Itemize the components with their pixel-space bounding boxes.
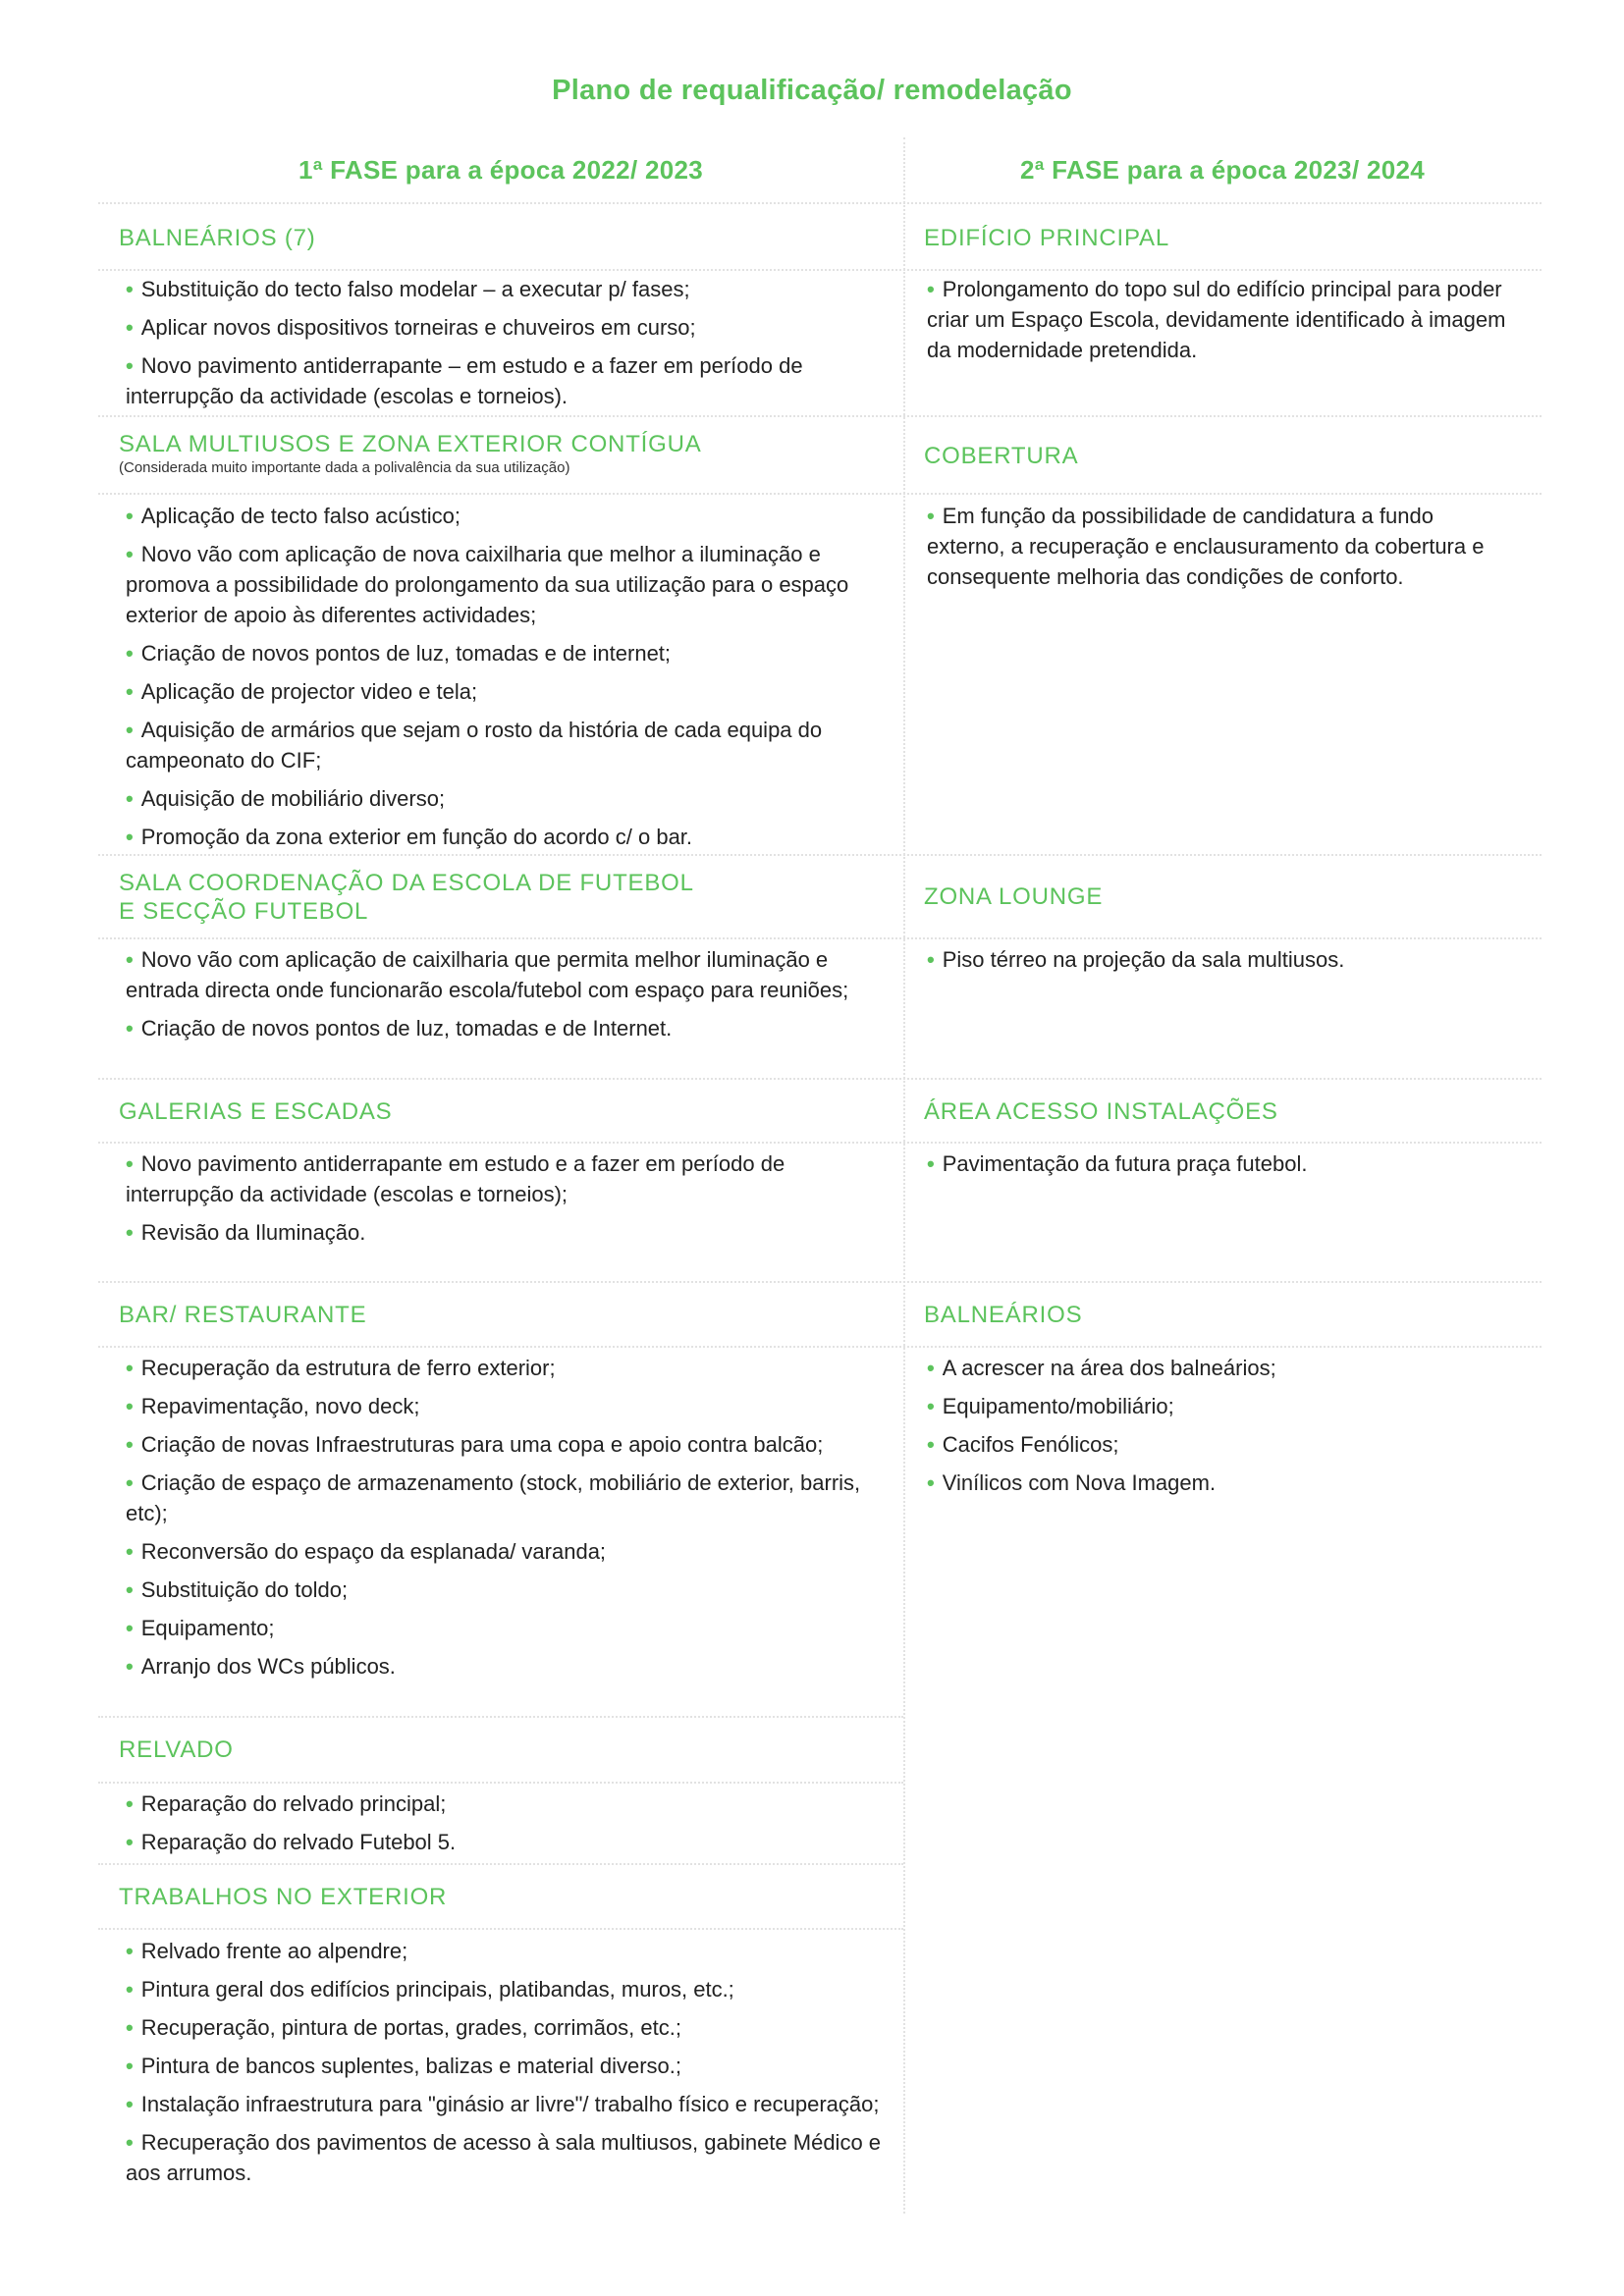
section-list-trabalhos-exterior [126, 1936, 892, 2196]
bullet-icon: • [126, 718, 134, 742]
bullet-icon: • [126, 315, 134, 340]
list-item: • Revisão da Iluminação. [126, 1220, 366, 1245]
divider [98, 1078, 1542, 1080]
list-item: • Novo pavimento antiderrapante em estudo e a fazer em período de interrupção da actividade (escolas e torneios); [126, 1151, 785, 1206]
section-list-relvado [126, 1789, 872, 1865]
section-title-trabalhos-exterior: TRABALHOS NO EXTERIOR [119, 1884, 448, 1910]
list-item: • Equipamento; [126, 1616, 275, 1640]
section-title-cobertura: COBERTURA [924, 443, 1079, 469]
list-item: • Criação de novas Infraestruturas para uma copa e apoio contra balcão; [126, 1432, 824, 1457]
list-item: • Aquisição de armários que sejam o rosto da história de cada equipa do campeonato do CIF; [126, 718, 823, 773]
section-title-edificio-principal: EDIFÍCIO PRINCIPAL [924, 225, 1169, 251]
list-item: • Recuperação dos pavimentos de acesso à sala multiusos, gabinete Médico e aos arrumos. [126, 2130, 882, 2185]
list-item: • Aplicar novos dispositivos torneiras e chuveiros em curso; [126, 315, 696, 340]
section-list-area-acesso [927, 1148, 1516, 1187]
list-item: • Cacifos Fenólicos; [927, 1432, 1119, 1457]
bullet-icon: • [927, 504, 935, 528]
divider [98, 1782, 903, 1784]
list-item: • Relvado frente ao alpendre; [126, 1939, 408, 1963]
list-item: • Criação de novos pontos de luz, tomadas e de Internet. [126, 1016, 673, 1041]
list-item: • Criação de novos pontos de luz, tomadas e de internet; [126, 641, 672, 666]
bullet-icon: • [126, 1151, 134, 1176]
bullet-icon: • [126, 504, 134, 528]
divider [98, 1346, 1542, 1348]
section-list-balnearios-7 [126, 274, 892, 419]
bullet-icon: • [126, 1577, 134, 1602]
section-title-sala-multiusos: SALA MULTIUSOS E ZONA EXTERIOR CONTÍGUA (Considerada muito importante dada a polivalência da sua utilização) [119, 430, 885, 478]
section-title-balnearios-7: BALNEÁRIOS (7) [119, 225, 316, 251]
list-item: • Prolongamento do topo sul do edifício principal para poder criar um Espaço Escola, devidamente identificado à imagem da modernidade pretendida. [927, 277, 1506, 362]
section-list-edificio-principal [927, 274, 1516, 373]
bullet-icon: • [126, 353, 134, 378]
divider [98, 1281, 1542, 1283]
divider [98, 493, 1542, 495]
bullet-icon: • [927, 1356, 935, 1380]
bullet-icon: • [927, 1151, 935, 1176]
list-item: • Pintura geral dos edifícios principais, platibandas, muros, etc.; [126, 1977, 734, 2002]
bullet-icon: • [126, 1539, 134, 1564]
section-list-sala-coordenacao [126, 944, 892, 1051]
bullet-icon: • [126, 2130, 134, 2155]
list-item: • Em função da possibilidade de candidatura a fundo externo, a recuperação e enclausuramento da cobertura e consequente melhoria das condições de conforto. [927, 504, 1485, 589]
list-item: • Reparação do relvado principal; [126, 1791, 447, 1816]
bullet-icon: • [927, 1432, 935, 1457]
bullet-icon: • [126, 277, 134, 301]
bullet-icon: • [126, 2054, 134, 2078]
section-list-bar-restaurante [126, 1353, 892, 1689]
bullet-icon: • [126, 1616, 134, 1640]
list-item: • Substituição do tecto falso modelar – a executar p/ fases; [126, 277, 690, 301]
list-item: • Vinílicos com Nova Imagem. [927, 1470, 1217, 1495]
bullet-icon: • [126, 825, 134, 849]
section-list-galerias-escadas [126, 1148, 872, 1255]
list-item: • Recuperação da estrutura de ferro exterior; [126, 1356, 556, 1380]
list-item: • Substituição do toldo; [126, 1577, 349, 1602]
list-item: • Pavimentação da futura praça futebol. [927, 1151, 1308, 1176]
bullet-icon: • [927, 1394, 935, 1418]
list-item: • Novo vão com aplicação de nova caixilharia que melhor a iluminação e promova a possibilidade do prolongamento da sua utilização para o espaço exterior de apoio às diferentes actividades; [126, 542, 849, 627]
section-title-balnearios: BALNEÁRIOS [924, 1302, 1083, 1328]
list-item: • Reparação do relvado Futebol 5. [126, 1830, 457, 1854]
divider [98, 202, 1542, 204]
section-title-bar-restaurante: BAR/ RESTAURANTE [119, 1302, 367, 1328]
bullet-icon: • [126, 1220, 134, 1245]
list-item: • Reconversão do espaço da esplanada/ varanda; [126, 1539, 607, 1564]
bullet-icon: • [126, 786, 134, 811]
bullet-icon: • [126, 2015, 134, 2040]
section-title-relvado: RELVADO [119, 1736, 234, 1763]
bullet-icon: • [126, 542, 134, 566]
list-item: • Recuperação, pintura de portas, grades, corrimãos, etc.; [126, 2015, 681, 2040]
bullet-icon: • [126, 641, 134, 666]
bullet-icon: • [927, 277, 935, 301]
divider [98, 1716, 903, 1718]
bullet-icon: • [126, 1470, 134, 1495]
list-item: • Pintura de bancos suplentes, balizas e material diverso.; [126, 2054, 682, 2078]
list-item: • Aquisição de mobiliário diverso; [126, 786, 446, 811]
bullet-icon: • [126, 1394, 134, 1418]
list-item: • Piso térreo na projeção da sala multiusos. [927, 947, 1345, 972]
list-item: • Equipamento/mobiliário; [927, 1394, 1174, 1418]
bullet-icon: • [927, 1470, 935, 1495]
section-subtitle: (Considerada muito importante dada a polivalência da sua utilização) [119, 459, 570, 476]
section-title-zona-lounge: ZONA LOUNGE [924, 883, 1104, 910]
column-heading-phase-1: 1ª FASE para a época 2022/ 2023 [298, 155, 704, 185]
divider [98, 1928, 903, 1930]
bullet-icon: • [927, 947, 935, 972]
column-divider [903, 137, 905, 2214]
bullet-icon: • [126, 1356, 134, 1380]
section-list-zona-lounge [927, 944, 1516, 983]
bullet-icon: • [126, 1654, 134, 1679]
list-item: • Aplicação de projector video e tela; [126, 679, 478, 704]
section-title-area-acesso: ÁREA ACESSO INSTALAÇÕES [924, 1098, 1278, 1125]
section-list-sala-multiusos [126, 501, 896, 860]
list-item: • Promoção da zona exterior em função do acordo c/ o bar. [126, 825, 693, 849]
section-title-sala-coordenacao: SALA COORDENAÇÃO DA ESCOLA DE FUTEBOL E SECÇÃO FUTEBOL [119, 870, 693, 925]
list-item: • Instalação infraestrutura para "ginásio ar livre"/ trabalho físico e recuperação; [126, 2092, 880, 2116]
bullet-icon: • [126, 2092, 134, 2116]
bullet-icon: • [126, 947, 134, 972]
divider [98, 937, 1542, 939]
bullet-icon: • [126, 1016, 134, 1041]
divider [98, 269, 1542, 271]
list-item: • Novo pavimento antiderrapante – em estudo e a fazer em período de interrupção da actividade (escolas e torneios). [126, 353, 803, 408]
list-item: • Arranjo dos WCs públicos. [126, 1654, 396, 1679]
list-item: • Criação de espaço de armazenamento (stock, mobiliário de exterior, barris, etc); [126, 1470, 861, 1525]
page-title: Plano de requalificação/ remodelação [552, 75, 1072, 106]
divider [98, 1142, 1542, 1144]
section-title-galerias-escadas: GALERIAS E ESCADAS [119, 1098, 393, 1125]
bullet-icon: • [126, 1830, 134, 1854]
list-item: • Aplicação de tecto falso acústico; [126, 504, 460, 528]
bullet-icon: • [126, 1977, 134, 2002]
section-list-cobertura [927, 501, 1516, 600]
section-list-balnearios [927, 1353, 1516, 1506]
list-item: • Novo vão com aplicação de caixilharia que permita melhor iluminação e entrada directa onde funcionarão escola/futebol com espaço para reuniões; [126, 947, 849, 1002]
bullet-icon: • [126, 1939, 134, 1963]
bullet-icon: • [126, 679, 134, 704]
list-item: • A acrescer na área dos balneários; [927, 1356, 1276, 1380]
list-item: • Repavimentação, novo deck; [126, 1394, 420, 1418]
column-heading-phase-2: 2ª FASE para a época 2023/ 2024 [1019, 155, 1426, 185]
bullet-icon: • [126, 1791, 134, 1816]
bullet-icon: • [126, 1432, 134, 1457]
